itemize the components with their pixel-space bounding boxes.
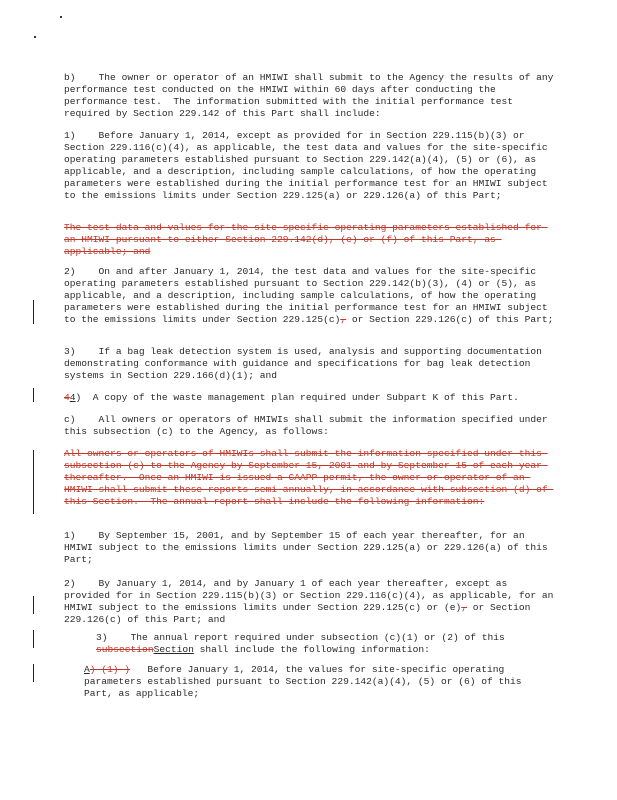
paragraph-b3: 3) If a bag leak detection system is used, analysis and supporting documentation demonstrating conformance with guidance and specifications for bag leak detection systems in Section 229.166(d)(1); and <box>64 346 548 381</box>
change-bar <box>33 450 34 514</box>
scan-speck <box>60 16 62 18</box>
paragraph-c1: 1) By September 15, 2001, and by September 15 of each year thereafter, for an HMIWI subject to the emissions limits under Section 229.125(a) or 229.126(a) of this Part; <box>64 530 554 565</box>
c3-text: 3) The annual report required under subsection (c)(1) or (2) of this <box>96 632 511 643</box>
b2-deleted-comma: , <box>340 314 347 325</box>
cA-text: Before January 1, 2014, the values for site-specific operating parameters established pursuant to Section 229.142(a)(4), (5) or (6) of this Part, as applicable; <box>84 664 528 699</box>
b4-text: ) A copy of the waste management plan required under Subpart K of this Part. <box>75 392 519 403</box>
paragraph-b2 <box>64 266 554 326</box>
cA-deleted-number: ) (1) ) <box>89 664 131 675</box>
paragraph-b4 <box>64 392 554 404</box>
cA-inserted-letter: A <box>84 664 90 675</box>
c3-deleted-word: subsection <box>96 644 154 655</box>
c3-inserted-word: Section <box>153 644 194 655</box>
b4-deleted-number: 4 <box>64 392 70 403</box>
b2-text: 2) On and after January 1, 2014, the test data and values for the site-specific operating parameters established pursuant to Section 229.142(b)(3), (4) or (5), as applicable, and a description, including sample calculations, of how the operating parameters were established during the initial performance test for an HMIWI subject to the emissions limits under Section 229.125(c) <box>64 266 554 325</box>
paragraph-c-intro: c) All owners or operators of HMIWIs shall submit the information specified under this subsection (c) to the Agency, as follows: <box>64 414 554 437</box>
change-bar <box>33 630 34 648</box>
paragraph-c-deleted: All owners or operators of HMIWIs shall submit the information specified under this subsection (c) to the Agency by September 15, 2001 and by September 15 of each year thereafter. Once an HMIWI is issued a CAAPP permit, the owner or operator of an HMIWI shall submit these reports semi-annually, in accordance with subsection (d) of this Section. The annual report shall include the following information: <box>64 448 554 507</box>
paragraph-c2 <box>64 578 560 626</box>
c2-deleted-comma: , <box>461 602 468 613</box>
paragraph-cA <box>84 664 554 700</box>
scan-speck <box>34 36 36 38</box>
paragraph-c3 <box>96 632 554 656</box>
change-bar <box>33 664 34 682</box>
change-bar <box>33 596 34 614</box>
c3-text-end: shall include the following information: <box>193 644 430 655</box>
c2-text-end: or Section 229.126(c) of this Part; and <box>64 602 537 625</box>
c2-text: 2) By January 1, 2014, and by January 1 of each year thereafter, except as provided for in Section 229.115(b)(3) or Section 229.116(c)(4), as applicable, for an HMIWI subject to the emissions limits under Section 229.125(c) or (e) <box>64 578 560 613</box>
b4-inserted-number: 4 <box>69 392 76 403</box>
paragraph-b1: 1) Before January 1, 2014, except as provided for in Section 229.115(b)(3) or Section 229.116(c)(4), as applicable, the test data and values for the site-specific operating parameters established pursuant to Section 229.142(a)(4), (5) or (6), as applicable, and a description, including sample calculations, of how the operating parameters were established during the initial performance test for an HMIWI subject to the emissions limits under Section 229.125(a) or 229.126(a) of this Part; <box>64 130 554 201</box>
change-bar <box>33 300 34 324</box>
change-bar <box>33 388 34 402</box>
paragraph-b-deleted: The test data and values for the site-specific operating parameters established for an HMIWI pursuant to either Section 229.142(d), (e) or (f) of this Part, as applicable; and <box>64 222 548 257</box>
paragraph-b-intro: b) The owner or operator of an HMIWI shall submit to the Agency the results of any performance test conducted on the HMIWI within 60 days after conducting the performance test. The information submitted with the initial performance test required by Section 229.142 of this Part shall include: <box>64 72 560 119</box>
b2-text-end: or Section 229.126(c) of this Part; <box>346 314 554 325</box>
